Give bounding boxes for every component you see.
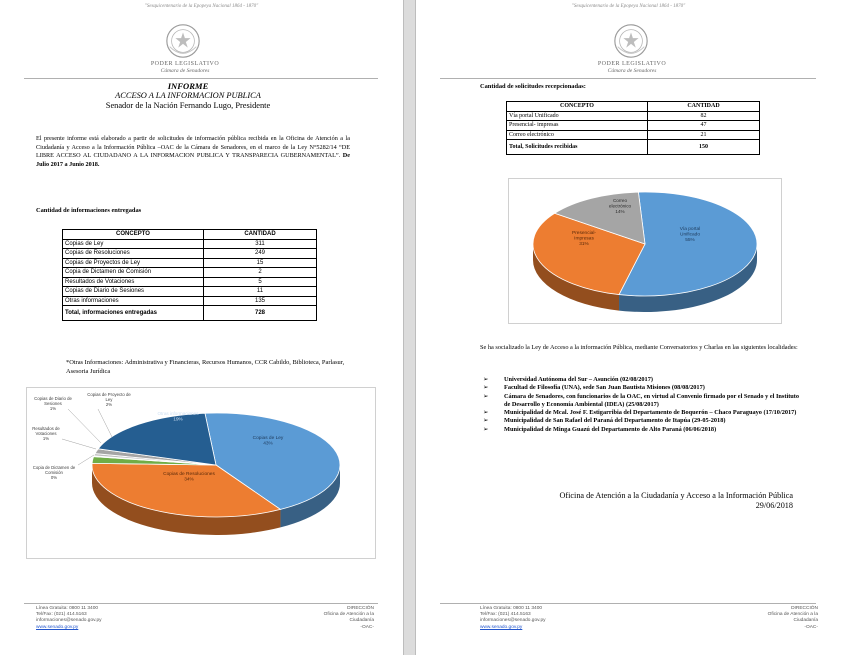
qty-cell: 47 (648, 121, 760, 131)
pie1-label-diario: Copias de Diario de Sesiones 1% (34, 396, 72, 411)
footer-email: informaciones@senado.gov.py (36, 618, 102, 624)
localities-list (480, 376, 802, 434)
senate-website-link[interactable]: www.senado.gov.py (480, 624, 523, 630)
page-motto: "Sesquicentenario de la Epopeya Nacional 1864 - 1870" (571, 4, 686, 9)
report-title-2: ACCESO A LA INFORMACION PUBLICA (115, 91, 261, 100)
qty-cell: 249 (204, 249, 317, 259)
table1-heading: Cantidad de informaciones entregadas (36, 207, 142, 214)
concept-cell: Vía portal Unificado (507, 111, 648, 121)
signature-office: Oficina de Atención a la Ciudadanía y Acceso a la Información Pública (559, 491, 793, 500)
footer-fax: Tel/Fax: (021) 414.5163 (480, 612, 531, 618)
arrow-bullet-icon: ➢ (483, 425, 489, 433)
footer-direction-line: -OAC- (804, 624, 818, 630)
qty-cell: 21 (648, 130, 760, 140)
list-item-text: Cámara de Senadores, con funcionarios de la OAC, en virtud al Convenio firmado por el Senado y el Instituto de Desarrollo y Economía Ambiental (IDEA) (25/08/2017) (504, 392, 800, 408)
socialization-text: Se ha socializado la Ley de Acceso a la información Pública, mediante Conversatorios y Charlas en las siguientes localidades: (480, 344, 798, 351)
footer-direction-title: DIRECCIÓN (791, 606, 818, 611)
arrow-bullet-icon: ➢ (483, 392, 489, 400)
table-row (63, 296, 317, 306)
list-item-text: Facultad de Filosofía (UNA), sede San Juan Bautista Misiones (08/08/2017) (504, 384, 705, 392)
pie1-label-proyectos: Copias de Proyecto de Ley 2% (87, 392, 131, 407)
table-row (507, 111, 760, 121)
list-item (480, 417, 802, 425)
qty-cell: 82 (648, 111, 760, 121)
footer-phone: Línea Gratuita: 0800 11 3400 (480, 606, 543, 611)
brand-line-2: Cámara de Senadores (607, 68, 657, 74)
senate-crest-icon (164, 22, 202, 60)
list-item (480, 393, 802, 410)
document-page-2 (416, 0, 841, 655)
table-row (63, 258, 317, 268)
pie1-label-otras: Otras informaciones 19% (157, 411, 199, 422)
list-item-text: Municipalidad de Mcal. José F. Estigarribia del Departamento de Boquerón – Chaco Paraguayo (17/10/2017) (504, 409, 797, 417)
intro-paragraph (36, 135, 350, 169)
intro-period: De Julio 2017 a Junio 2018. (36, 152, 350, 168)
qty-cell: 2 (204, 268, 317, 278)
footer-direction (290, 606, 374, 631)
list-item-text: Universidad Autónoma del Sur – Asunción (02/08/2017) (504, 376, 653, 383)
header-divider (440, 78, 816, 79)
report-subtitle: Senador de la Nación Fernando Lugo, Presidente (105, 101, 271, 110)
footer-divider (440, 603, 816, 604)
pie2-label-presencial: Presencial-Impresas 31% (572, 231, 596, 248)
pie1-label-resoluciones: Copias de Resoluciones 34% (163, 472, 215, 483)
concept-cell: Copias de Diario de Sesiones (63, 287, 204, 297)
pie1-label-votaciones: Resultados de Votaciones 1% (32, 426, 60, 441)
table2-heading: Cantidad de solicitudes recepcionadas: (480, 83, 586, 90)
table-row (63, 277, 317, 287)
document-page-1 (0, 0, 403, 655)
footer-direction-line: Oficina de Atención a la (767, 612, 818, 618)
footer-direction-title: DIRECCIÓN (347, 606, 374, 611)
footer-contact (480, 606, 546, 631)
total-label: Total, Solicitudes recibidas (507, 140, 648, 155)
table-row (507, 130, 760, 140)
list-item (480, 409, 802, 417)
footer-contact (36, 606, 102, 631)
footer-fax: Tel/Fax: (021) 414.5163 (36, 612, 87, 618)
footer-divider (24, 603, 378, 604)
concept-cell: Correo electrónico (507, 130, 648, 140)
concept-cell: Presencial- impresas (507, 121, 648, 131)
signature-date: 29/06/2018 (755, 501, 793, 510)
page-motto: "Sesquicentenario de la Epopeya Nacional 1864 - 1870" (144, 4, 259, 9)
concept-cell: Copias de Ley (63, 239, 204, 249)
footer-direction-line: Ciudadanía (349, 618, 374, 624)
table-row (63, 249, 317, 259)
col-concept-header: CONCEPTO (63, 230, 204, 240)
table-row (507, 121, 760, 131)
concept-cell: Copia de Dictamen de Comisión (63, 268, 204, 278)
list-item (480, 426, 802, 434)
arrow-bullet-icon: ➢ (483, 376, 489, 383)
list-item-text: Municipalidad de Minga Guazú del Departamento de Alto Paraná (06/06/2018) (504, 425, 717, 433)
footer-direction (722, 606, 818, 631)
total-value: 728 (204, 306, 317, 321)
concept-cell: Otras informaciones (63, 296, 204, 306)
table-row (63, 287, 317, 297)
concept-cell: Copias de Resoluciones (63, 249, 204, 259)
brand-line-1: PODER LEGISLATIVO (597, 61, 667, 67)
senate-website-link[interactable]: www.senado.gov.py (36, 624, 79, 630)
senate-crest-icon (612, 22, 650, 60)
list-item (480, 376, 802, 384)
total-label: Total, informaciones entregadas (63, 306, 204, 321)
requests-table (506, 101, 760, 155)
brand-line-1: PODER LEGISLATIVO (150, 61, 220, 67)
footer-direction-line: -OAC- (360, 624, 374, 630)
requests-pie-chart (508, 178, 782, 324)
brand-block (120, 61, 250, 75)
arrow-bullet-icon: ➢ (483, 409, 489, 417)
concept-cell: Resultados de Votaciones (63, 277, 204, 287)
list-item-text: Municipalidad de San Rafael del Paraná del Departamento de Itapúa (29-05-2018) (504, 417, 726, 425)
total-row (507, 140, 760, 155)
pie2-label-portal: Vía portal Unificado 55% (679, 227, 701, 244)
header-divider (24, 78, 378, 79)
other-info-note: *Otras Informaciones: Administrativa y Financieras, Recursos Humanos, CCR Cabildo, Biblioteca, Parlasur, Asesoria Jurídica (66, 359, 345, 375)
qty-cell: 15 (204, 258, 317, 268)
total-row (63, 306, 317, 321)
report-title: INFORME (167, 81, 209, 91)
pie1-label-dictamen: Copia de Dictamen de Comisión 0% (32, 465, 76, 480)
col-concept-header: CONCEPTO (507, 102, 648, 112)
brand-block (567, 61, 697, 75)
concept-cell: Copias de Proyectos de Ley (63, 258, 204, 268)
footer-phone: Línea Gratuita: 0800 11 3400 (36, 606, 99, 611)
col-qty-header: CANTIDAD (204, 230, 317, 240)
col-qty-header: CANTIDAD (648, 102, 760, 112)
page-gutter (403, 0, 416, 655)
footer-direction-line: Oficina de Atención a la (323, 612, 374, 618)
intro-text: El presente informe está elaborado a partir de solicitudes de información pública recibida en la Oficina de Atención a la Ciudadanía y Acceso a la Información Pública –OAC de la Cámara de Senadores, en el marco de la Ley N°5282/14 “DE LIBRE ACCESO AL CIUDADANO A LA INFORMACION PUBLICA Y TRANSPARECIA GUBERNAMENTAL”. (36, 135, 350, 160)
arrow-bullet-icon: ➢ (483, 417, 489, 425)
list-item (480, 384, 802, 392)
deliveries-table (62, 229, 317, 321)
arrow-bullet-icon: ➢ (483, 384, 489, 392)
deliveries-pie-chart (26, 387, 376, 559)
footer-direction-line: Ciudadanía (793, 618, 818, 624)
total-value: 150 (648, 140, 760, 155)
pie2-label-correo: Correo electrónico 14% (608, 198, 632, 215)
qty-cell: 135 (204, 296, 317, 306)
pie1-label-ley: Copias de Ley 43% (252, 436, 284, 447)
table-row (63, 268, 317, 278)
table-row (63, 239, 317, 249)
qty-cell: 311 (204, 239, 317, 249)
brand-line-2: Cámara de Senadores (160, 68, 210, 74)
footer-email: informaciones@senado.gov.py (480, 618, 546, 624)
qty-cell: 5 (204, 277, 317, 287)
qty-cell: 11 (204, 287, 317, 297)
